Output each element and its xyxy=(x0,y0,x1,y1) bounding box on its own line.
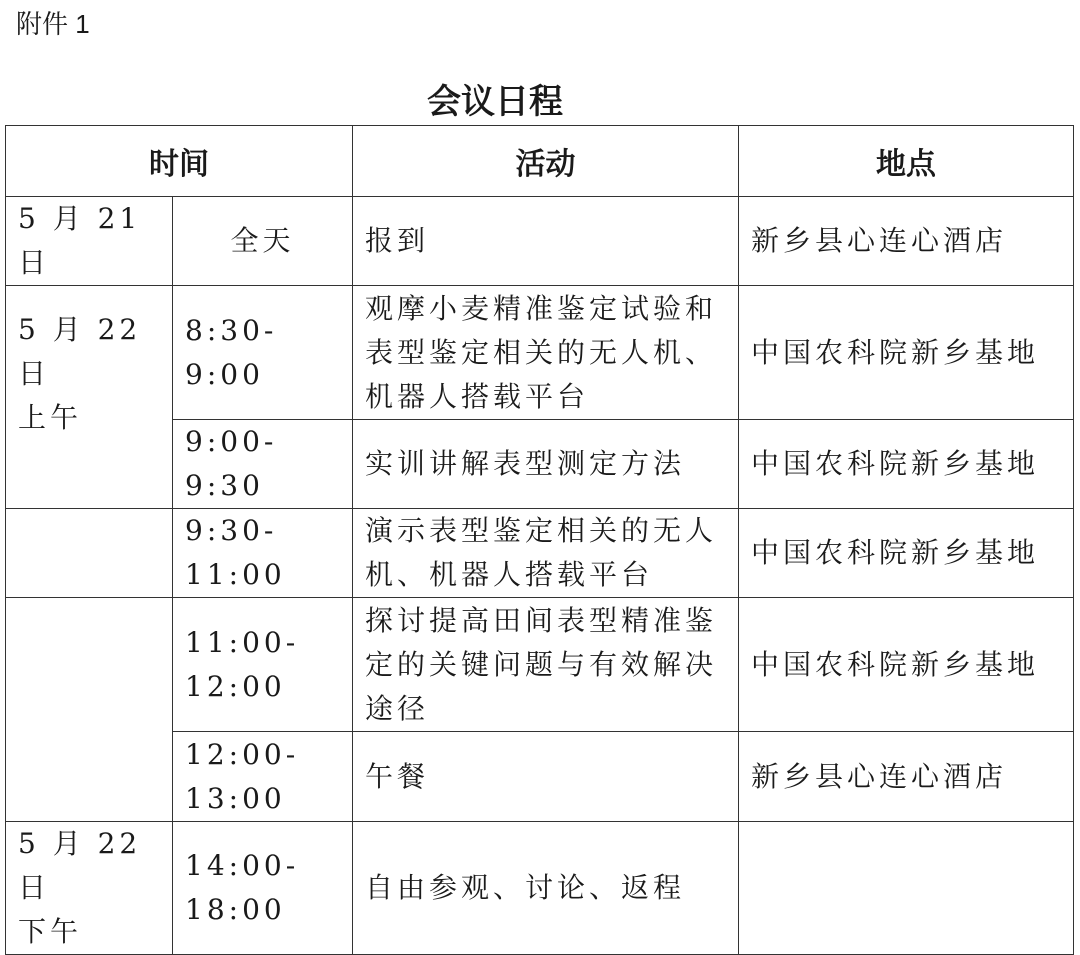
location-cell: 新乡县心连心酒店 xyxy=(739,197,1074,286)
table-row xyxy=(6,598,1074,732)
page-title: 会议日程 xyxy=(427,82,563,122)
activity-cell: 探讨提高田间表型精准鉴定的关键问题与有效解决途径 xyxy=(353,598,739,732)
table-header-row xyxy=(6,126,1074,197)
time-cell: 9:30-11:00 xyxy=(173,509,353,598)
table-row xyxy=(6,197,1074,286)
activity-cell: 演示表型鉴定相关的无人机、机器人搭载平台 xyxy=(353,509,739,598)
location-cell xyxy=(739,822,1074,955)
attachment-label: 附件 1 xyxy=(16,9,90,39)
schedule-table xyxy=(5,125,1074,955)
time-cell: 12:00-13:00 xyxy=(173,732,353,822)
activity-cell: 自由参观、讨论、返程 xyxy=(353,822,739,955)
time-cell: 全天 xyxy=(173,197,353,286)
header-activity: 活动 xyxy=(353,126,739,197)
activity-cell: 观摩小麦精准鉴定试验和表型鉴定相关的无人机、机器人搭载平台 xyxy=(353,286,739,420)
location-cell: 中国农科院新乡基地 xyxy=(739,286,1074,420)
location-cell: 新乡县心连心酒店 xyxy=(739,732,1074,822)
time-cell: 11:00-12:00 xyxy=(173,598,353,732)
activity-cell: 实训讲解表型测定方法 xyxy=(353,420,739,509)
date-text: 5 月 22 日 xyxy=(18,827,142,904)
table-row xyxy=(6,286,1074,420)
date-cell xyxy=(6,822,173,955)
time-cell: 14:00-18:00 xyxy=(173,822,353,955)
date-part-text: 下午 xyxy=(18,915,83,948)
table-row xyxy=(6,509,1074,598)
date-cell: 5 月 21 日 xyxy=(6,197,173,286)
table-row xyxy=(6,822,1074,955)
date-part-text: 上午 xyxy=(18,401,83,434)
location-cell: 中国农科院新乡基地 xyxy=(739,420,1074,509)
time-cell: 9:00-9:30 xyxy=(173,420,353,509)
activity-cell: 午餐 xyxy=(353,732,739,822)
date-cell xyxy=(6,286,173,509)
location-cell: 中国农科院新乡基地 xyxy=(739,598,1074,732)
header-time: 时间 xyxy=(6,126,353,197)
activity-cell: 报到 xyxy=(353,197,739,286)
header-location: 地点 xyxy=(739,126,1074,197)
date-text: 5 月 22 日 xyxy=(18,313,142,390)
location-cell: 中国农科院新乡基地 xyxy=(739,509,1074,598)
date-cell-empty xyxy=(6,509,173,598)
date-cell-empty xyxy=(6,598,173,822)
time-cell: 8:30-9:00 xyxy=(173,286,353,420)
